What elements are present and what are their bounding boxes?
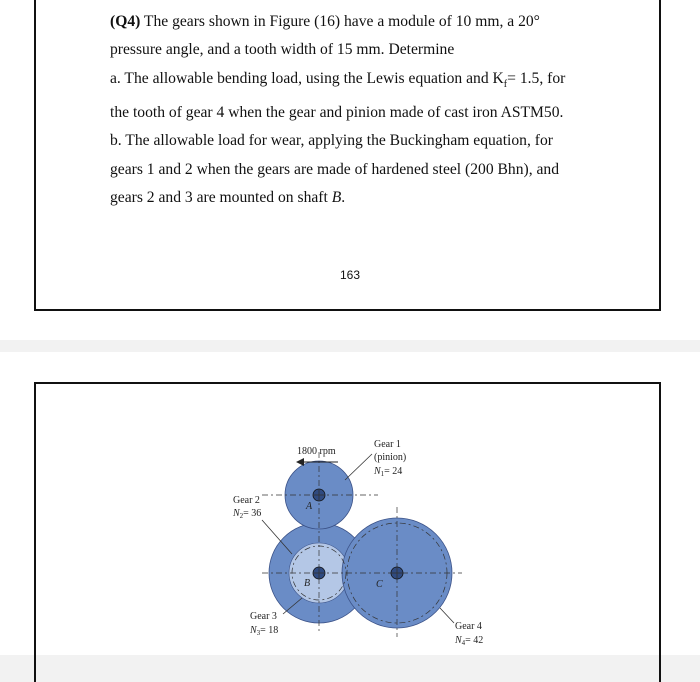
question-line-7: gears 2 and 3 are mounted on shaft B. (110, 188, 346, 206)
gear-3-teeth: $N_3= 18$ (250, 625, 279, 637)
gear-1-teeth: $N_1= 24$ (374, 466, 403, 478)
speed-label: 1800 rpm (297, 446, 336, 457)
gear-4-name: Gear 4 (455, 621, 482, 632)
question-text (110, 8, 650, 212)
page-top (0, 0, 700, 340)
page-number: 163 (339, 268, 361, 282)
question-line-1: (Q4) The gears shown in Figure (16) have a module of 10 mm, a 20° (110, 13, 540, 30)
question-line-3: a. The allowable bending load, using the Lewis equation and $K_f= 1.5$, for (110, 69, 566, 90)
question-line-5: b. The allowable load for wear, applying the Buckingham equation, for (110, 132, 553, 150)
label-shaft-c: C (376, 579, 383, 590)
question-line-2: pressure angle, and a tooth width of 15 mm. Determine (110, 41, 455, 59)
gear-train-figure (0, 352, 700, 655)
gear-2-name: Gear 2 (233, 495, 260, 506)
question-number: (Q4) (110, 13, 141, 30)
label-shaft-b: B (304, 578, 311, 589)
page-bottom (0, 352, 700, 655)
gear-1-note: (pinion) (374, 452, 407, 463)
gear-2-teeth: $N_2= 36$ (233, 508, 262, 520)
gear-3-name: Gear 3 (250, 611, 277, 622)
gear-4-teeth: $N_4= 42$ (455, 635, 484, 647)
question-line-4: the tooth of gear 4 when the gear and pinion made of cast iron ASTM50. (110, 104, 564, 121)
gear-1-name: Gear 1 (374, 439, 401, 450)
label-shaft-a: A (306, 501, 313, 512)
question-line-6: gears 1 and 2 when the gears are made of hardened steel (200 Bhn), and (110, 160, 560, 178)
